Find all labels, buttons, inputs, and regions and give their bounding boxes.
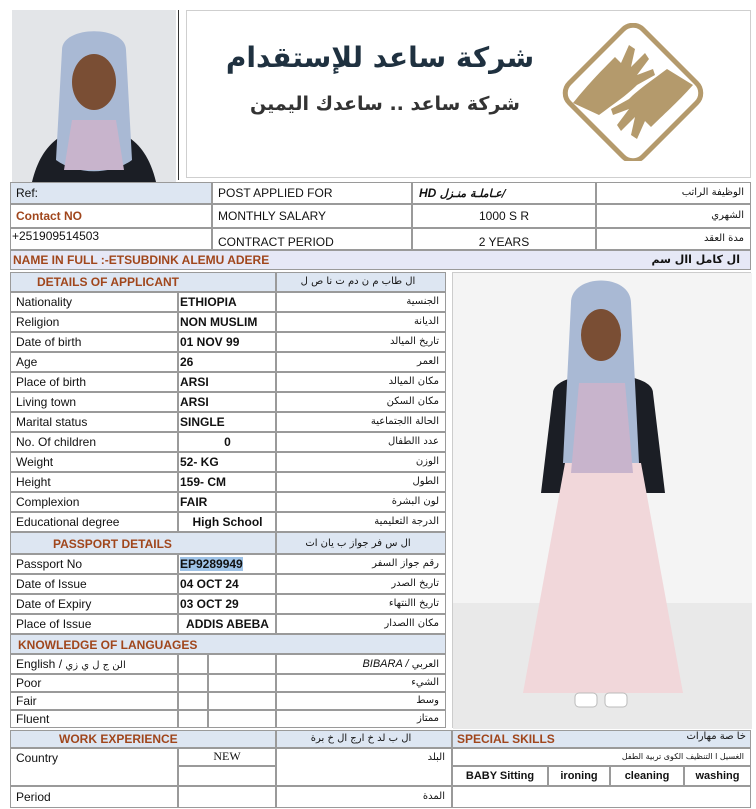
details-row-value-text: 52- KG (180, 455, 219, 469)
passport-row-value-text: ADDIS ABEBA (186, 617, 269, 631)
person-portrait-icon (12, 10, 176, 182)
lang-arabic-row (276, 654, 446, 674)
lang-row-check-2 (208, 674, 276, 692)
languages-title: KNOWLEDGE OF LANGUAGES (10, 634, 446, 654)
details-row-value-text: 0 (224, 435, 231, 449)
post-value-ar: عـاملـة منـزل/ (439, 187, 506, 200)
skills-ar: الغسيل ا التنظيف الكوى تربية الطفل (452, 748, 751, 766)
details-row-value (178, 512, 276, 532)
details-row-label: Weight (10, 452, 178, 472)
ref-label: Ref: (10, 182, 212, 204)
applicant-photo-full (452, 272, 751, 728)
full-name-label: NAME IN FULL :-ETSUBDINK ALEMU ADERE (13, 253, 270, 267)
details-row-label-ar: الديانة (276, 312, 446, 332)
lang-row-label-ar: الشيء (276, 674, 446, 692)
work-period-ar: المدة (276, 786, 452, 808)
lang-english-check-2 (208, 654, 276, 674)
contract-label: CONTRACT PERIOD (212, 228, 412, 250)
salary-value: 1000 S R (412, 204, 596, 228)
divider-line (178, 10, 179, 180)
post-label-ar: الوظيفة الراتب (596, 182, 751, 204)
details-row-value-text: 159- CM (180, 475, 227, 489)
details-row-value-text: ETHIOPIA (180, 295, 237, 309)
details-row-label: Date of birth (10, 332, 178, 352)
skill-ironing: ironing (548, 766, 610, 786)
details-row-label-ar: العمر (276, 352, 446, 372)
company-name: شركة ساعد للإستقدام (225, 41, 535, 74)
details-row-label: No. Of children (10, 432, 178, 452)
passport-row-value (178, 594, 276, 614)
work-period-label: Period (10, 786, 178, 808)
details-title: DETAILS OF APPLICANT (10, 272, 276, 292)
details-row-value-text: ARSI (180, 395, 209, 409)
details-row-value-text: 01 NOV 99 (180, 335, 240, 349)
passport-row-value (178, 614, 276, 634)
passport-row-value (178, 574, 276, 594)
work-country-blank (178, 766, 276, 786)
skills-title: SPECIAL SKILLS (452, 730, 751, 748)
details-row-label: Height (10, 472, 178, 492)
details-row-value-text: FAIR (180, 495, 208, 509)
work-period-blank (178, 786, 276, 808)
work-country-value: NEW (178, 748, 276, 766)
applicant-photo-small (12, 10, 176, 182)
post-value (412, 182, 596, 204)
lang-row-label: Poor (10, 674, 178, 692)
details-row-value (178, 312, 276, 332)
lang-row-label: Fluent (10, 710, 178, 728)
work-country-label: Country (10, 748, 178, 786)
details-row-label: Complexion (10, 492, 178, 512)
details-row-value (178, 372, 276, 392)
passport-row-label: Place of Issue (10, 614, 178, 634)
work-title: WORK EXPERIENCE (10, 730, 276, 748)
lang-row-check-1 (178, 674, 208, 692)
skill-baby-sitting: BABY Sitting (452, 766, 548, 786)
work-title-ar: ال ب لد خ ارج ال خ برة (276, 730, 452, 748)
details-row-label-ar: مكان السكن (276, 392, 446, 412)
details-row-label: Living town (10, 392, 178, 412)
helping-hands-logo-icon (559, 23, 707, 161)
lang-row-check-2 (208, 692, 276, 710)
details-row-label-ar: الوزن (276, 452, 446, 472)
contact-label: Contact NO (10, 204, 212, 228)
company-tagline: شركة ساعد .. ساعدك اليمين (250, 93, 520, 115)
details-row-label-ar: الجنسية (276, 292, 446, 312)
passport-row-value-text: 03 OCT 29 (180, 597, 239, 611)
lang-english-check-1 (178, 654, 208, 674)
passport-row-label: Date of Issue (10, 574, 178, 594)
details-row-value (178, 412, 276, 432)
skills-title-ar: خا صة مهارات (686, 731, 746, 742)
company-banner (186, 10, 751, 178)
details-row-value-text: NON MUSLIM (180, 315, 258, 329)
post-label: POST APPLIED FOR (212, 182, 412, 204)
post-value-en: HD (419, 186, 437, 200)
lang-english-label-ar: الن ج ل ي زي (65, 660, 126, 671)
details-row-value-text: SINGLE (180, 415, 225, 429)
details-row-value-text: 26 (180, 355, 194, 369)
details-row-label-ar: لون البشرة (276, 492, 446, 512)
details-row-label-ar: تاريخ الميالد (276, 332, 446, 352)
passport-row-label-ar: مكان االصدار (276, 614, 446, 634)
passport-row-label: Passport No (10, 554, 178, 574)
details-row-label: Educational degree (10, 512, 178, 532)
details-row-value-text: ARSI (180, 375, 209, 389)
work-country-ar: البلد (276, 748, 452, 786)
lang-arabic-value: BIBARA / (362, 658, 409, 670)
full-name-label-ar: ال كامل اال سم (651, 253, 740, 266)
lang-english-label: English / (16, 657, 63, 671)
passport-row-value (178, 554, 276, 574)
skills-table (452, 766, 751, 786)
salary-label-ar: الشهري (596, 204, 751, 228)
lang-row-check-2 (208, 710, 276, 728)
full-name-row (10, 250, 751, 270)
lang-arabic-label-ar: العربي (411, 659, 439, 670)
contact-number: +251909514503 (10, 228, 212, 250)
lang-row-label: Fair (10, 692, 178, 710)
details-row-label-ar: مكان الميالد (276, 372, 446, 392)
skills-blank-row (452, 786, 751, 808)
lang-english-row (10, 654, 178, 674)
contract-value: 2 YEARS (412, 228, 596, 250)
details-row-label-ar: الطول (276, 472, 446, 492)
skill-cleaning: cleaning (610, 766, 684, 786)
passport-title-ar: ال س فر جواز ب يان ات (276, 532, 446, 554)
lang-row-check-1 (178, 692, 208, 710)
passport-row-value-text: 04 OCT 24 (180, 577, 239, 591)
passport-row-label-ar: تاريخ الصدر (276, 574, 446, 594)
passport-row-label-ar: رقم جواز السفر (276, 554, 446, 574)
passport-row-value-text: EP9289949 (180, 557, 243, 571)
passport-row-label-ar: تاريخ االنتهاء (276, 594, 446, 614)
details-row-value (178, 452, 276, 472)
details-row-value (178, 492, 276, 512)
details-title-ar: ال طاب م ن دم ت نا ص ل (276, 272, 446, 292)
passport-title: PASSPORT DETAILS (10, 532, 276, 554)
lang-row-label-ar: وسط (276, 692, 446, 710)
contract-label-ar: مدة العقد (596, 228, 751, 250)
details-row-value (178, 292, 276, 312)
passport-row-label: Date of Expiry (10, 594, 178, 614)
skill-washing: washing (684, 766, 751, 786)
person-full-body-icon (453, 273, 752, 729)
details-row-value (178, 432, 276, 452)
details-row-label: Nationality (10, 292, 178, 312)
details-row-value-text: High School (192, 515, 263, 529)
details-row-label-ar: الدرجة التعليمية (276, 512, 446, 532)
details-row-value (178, 472, 276, 492)
lang-row-label-ar: ممتاز (276, 710, 446, 728)
lang-row-check-1 (178, 710, 208, 728)
details-row-label: Place of birth (10, 372, 178, 392)
details-row-label-ar: عدد االطفال (276, 432, 446, 452)
details-row-label: Age (10, 352, 178, 372)
salary-label: MONTHLY SALARY (212, 204, 412, 228)
details-row-label: Religion (10, 312, 178, 332)
details-row-label-ar: الحالة االجتماعية (276, 412, 446, 432)
details-row-value (178, 352, 276, 372)
details-row-label: Marital status (10, 412, 178, 432)
details-row-value (178, 332, 276, 352)
details-row-value (178, 392, 276, 412)
